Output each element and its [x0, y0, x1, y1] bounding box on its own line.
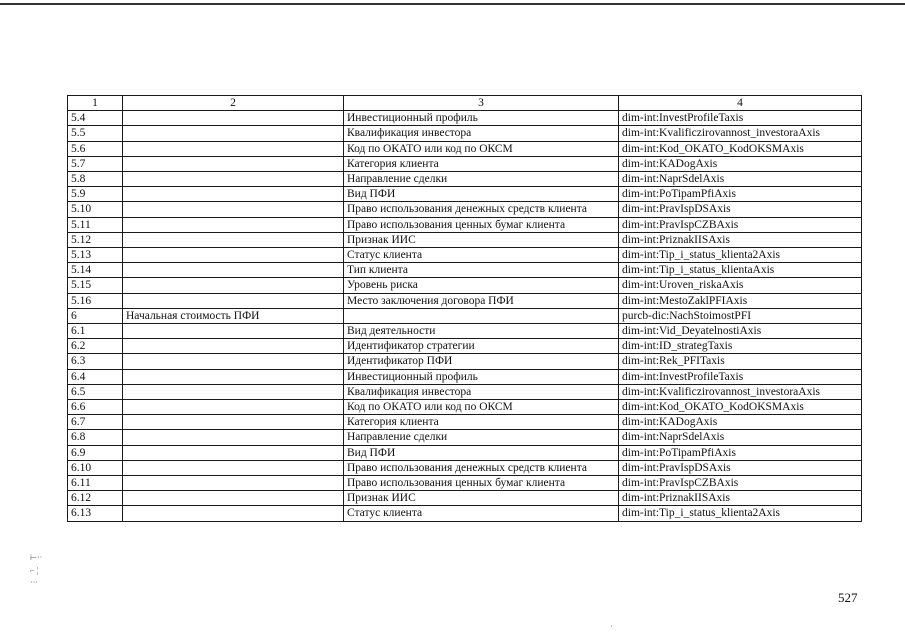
- row-code-cell: dim-int:Kod_OKATO_KodOKSMAxis: [619, 141, 862, 156]
- row-code-cell: dim-int:InvestProfileTaxis: [619, 111, 862, 126]
- table-row: [68, 202, 862, 217]
- row-code-cell: dim-int:Tip_i_status_klientaAxis: [619, 263, 862, 278]
- row-label-cell: Статус клиента: [344, 506, 619, 521]
- row-number-cell: 6.2: [68, 339, 123, 354]
- row-code-cell: dim-int:Tip_i_status_klienta2Axis: [619, 506, 862, 521]
- row-name-cell: [123, 156, 344, 171]
- row-code-cell: dim-int:KADogAxis: [619, 156, 862, 171]
- margin-mark: ···: [30, 578, 38, 587]
- row-label-cell: Категория клиента: [344, 415, 619, 430]
- row-name-cell: [123, 232, 344, 247]
- row-code-cell: dim-int:PriznakIISAxis: [619, 232, 862, 247]
- row-name-cell: [123, 187, 344, 202]
- table-row: [68, 248, 862, 263]
- row-code-cell: dim-int:Uroven_riskaAxis: [619, 278, 862, 293]
- header-cell: 4: [619, 96, 862, 111]
- table-row: [68, 308, 862, 323]
- table-row: [68, 384, 862, 399]
- row-number-cell: 5.15: [68, 278, 123, 293]
- margin-mark: ⌐ ¦: [30, 566, 39, 575]
- row-number-cell: 5.12: [68, 232, 123, 247]
- row-name-cell: [123, 460, 344, 475]
- table-row: [68, 126, 862, 141]
- header-cell: 3: [344, 96, 619, 111]
- table-body: [68, 111, 862, 521]
- row-code-cell: purcb-dic:NachStoimostPFI: [619, 308, 862, 323]
- table-row: [68, 430, 862, 445]
- row-code-cell: dim-int:Rek_PFITaxis: [619, 354, 862, 369]
- row-number-cell: 5.9: [68, 187, 123, 202]
- row-name-cell: [123, 476, 344, 491]
- row-number-cell: 6.1: [68, 324, 123, 339]
- table-row: [68, 369, 862, 384]
- table-header-row: [68, 96, 862, 111]
- row-label-cell: Право использования ценных бумаг клиента: [344, 476, 619, 491]
- row-code-cell: dim-int:PriznakIISAxis: [619, 491, 862, 506]
- row-number-cell: 5.13: [68, 248, 123, 263]
- margin-mark: ⊢··: [30, 553, 43, 562]
- row-code-cell: dim-int:PoTipamPfiAxis: [619, 187, 862, 202]
- top-border-line: [0, 3, 905, 5]
- row-name-cell: [123, 400, 344, 415]
- row-name-cell: [123, 172, 344, 187]
- table-row: [68, 460, 862, 475]
- table-row: [68, 354, 862, 369]
- table-row: [68, 293, 862, 308]
- row-code-cell: dim-int:PravIspDSAxis: [619, 202, 862, 217]
- row-label-cell: Признак ИИС: [344, 491, 619, 506]
- row-name-cell: [123, 339, 344, 354]
- row-name-cell: [123, 491, 344, 506]
- row-number-cell: 6.12: [68, 491, 123, 506]
- row-number-cell: 6: [68, 308, 123, 323]
- row-label-cell: Направление сделки: [344, 172, 619, 187]
- row-number-cell: 5.11: [68, 217, 123, 232]
- row-number-cell: 6.10: [68, 460, 123, 475]
- row-name-cell: [123, 445, 344, 460]
- header-cell: 1: [68, 96, 123, 111]
- row-label-cell: Место заключения договора ПФИ: [344, 293, 619, 308]
- table-row: [68, 445, 862, 460]
- row-label-cell: Направление сделки: [344, 430, 619, 445]
- row-number-cell: 5.7: [68, 156, 123, 171]
- row-code-cell: dim-int:PoTipamPfiAxis: [619, 445, 862, 460]
- table-row: [68, 476, 862, 491]
- row-name-cell: [123, 324, 344, 339]
- row-code-cell: dim-int:InvestProfileTaxis: [619, 369, 862, 384]
- row-name-cell: [123, 217, 344, 232]
- row-code-cell: dim-int:PravIspDSAxis: [619, 460, 862, 475]
- row-label-cell: Вид ПФИ: [344, 445, 619, 460]
- table-row: [68, 263, 862, 278]
- row-name-cell: [123, 126, 344, 141]
- row-number-cell: 5.14: [68, 263, 123, 278]
- row-number-cell: 6.4: [68, 369, 123, 384]
- row-code-cell: dim-int:PravIspCZBAxis: [619, 476, 862, 491]
- row-code-cell: dim-int:NaprSdelAxis: [619, 430, 862, 445]
- row-name-cell: [123, 141, 344, 156]
- row-label-cell: Код по ОКАТО или код по ОКСМ: [344, 400, 619, 415]
- row-name-cell: [123, 430, 344, 445]
- row-name-cell: [123, 248, 344, 263]
- row-code-cell: dim-int:Kod_OKATO_KodOKSMAxis: [619, 400, 862, 415]
- taxonomy-table: [67, 95, 862, 522]
- row-label-cell: Квалификация инвестора: [344, 384, 619, 399]
- table-row: [68, 156, 862, 171]
- row-name-cell: [123, 263, 344, 278]
- row-code-cell: dim-int:MestoZaklPFIAxis: [619, 293, 862, 308]
- row-name-cell: [123, 384, 344, 399]
- row-label-cell: Код по ОКАТО или код по ОКСМ: [344, 141, 619, 156]
- row-label-cell: Тип клиента: [344, 263, 619, 278]
- row-number-cell: 6.13: [68, 506, 123, 521]
- scan-mark: ·: [610, 622, 613, 631]
- row-name-cell: [123, 278, 344, 293]
- table-row: [68, 506, 862, 521]
- table-row: [68, 172, 862, 187]
- row-name-cell: [123, 415, 344, 430]
- row-number-cell: 5.5: [68, 126, 123, 141]
- row-label-cell: Статус клиента: [344, 248, 619, 263]
- row-name-cell: [123, 369, 344, 384]
- row-name-cell: [123, 506, 344, 521]
- row-number-cell: 6.6: [68, 400, 123, 415]
- row-label-cell: Право использования ценных бумаг клиента: [344, 217, 619, 232]
- table-row: [68, 339, 862, 354]
- row-label-cell: Признак ИИС: [344, 232, 619, 247]
- row-number-cell: 5.8: [68, 172, 123, 187]
- row-label-cell: Вид деятельности: [344, 324, 619, 339]
- row-name-cell: Начальная стоимость ПФИ: [123, 308, 344, 323]
- table-row: [68, 111, 862, 126]
- row-number-cell: 6.11: [68, 476, 123, 491]
- table-row: [68, 232, 862, 247]
- row-number-cell: 5.10: [68, 202, 123, 217]
- row-label-cell: Категория клиента: [344, 156, 619, 171]
- row-number-cell: 5.4: [68, 111, 123, 126]
- row-label-cell: Инвестиционный профиль: [344, 369, 619, 384]
- row-code-cell: dim-int:Kvalificzirovannost_investoraAxis: [619, 384, 862, 399]
- row-label-cell: Идентификатор стратегии: [344, 339, 619, 354]
- row-code-cell: dim-int:Kvalificzirovannost_investoraAxis: [619, 126, 862, 141]
- table-row: [68, 141, 862, 156]
- row-code-cell: dim-int:NaprSdelAxis: [619, 172, 862, 187]
- row-name-cell: [123, 293, 344, 308]
- row-label-cell: Уровень риска: [344, 278, 619, 293]
- row-code-cell: dim-int:KADogAxis: [619, 415, 862, 430]
- row-code-cell: dim-int:Vid_DeyatelnostiAxis: [619, 324, 862, 339]
- table-row: [68, 217, 862, 232]
- table-row: [68, 324, 862, 339]
- table-row: [68, 400, 862, 415]
- row-label-cell: Квалификация инвестора: [344, 126, 619, 141]
- row-name-cell: [123, 111, 344, 126]
- row-name-cell: [123, 354, 344, 369]
- table-row: [68, 415, 862, 430]
- row-number-cell: 6.8: [68, 430, 123, 445]
- row-code-cell: dim-int:PravIspCZBAxis: [619, 217, 862, 232]
- row-number-cell: 5.6: [68, 141, 123, 156]
- header-cell: 2: [123, 96, 344, 111]
- row-label-cell: Право использования денежных средств клиента: [344, 460, 619, 475]
- row-number-cell: 6.9: [68, 445, 123, 460]
- row-number-cell: 6.5: [68, 384, 123, 399]
- row-label-cell: Инвестиционный профиль: [344, 111, 619, 126]
- row-number-cell: 6.7: [68, 415, 123, 430]
- table-row: [68, 187, 862, 202]
- page-number: 527: [838, 590, 858, 605]
- row-code-cell: dim-int:ID_strategTaxis: [619, 339, 862, 354]
- row-number-cell: 5.16: [68, 293, 123, 308]
- row-name-cell: [123, 202, 344, 217]
- table-row: [68, 491, 862, 506]
- row-number-cell: 6.3: [68, 354, 123, 369]
- row-label-cell: [344, 308, 619, 323]
- row-label-cell: Идентификатор ПФИ: [344, 354, 619, 369]
- document-page: [67, 95, 861, 522]
- row-label-cell: Вид ПФИ: [344, 187, 619, 202]
- row-label-cell: Право использования денежных средств клиента: [344, 202, 619, 217]
- row-code-cell: dim-int:Tip_i_status_klienta2Axis: [619, 248, 862, 263]
- table-row: [68, 278, 862, 293]
